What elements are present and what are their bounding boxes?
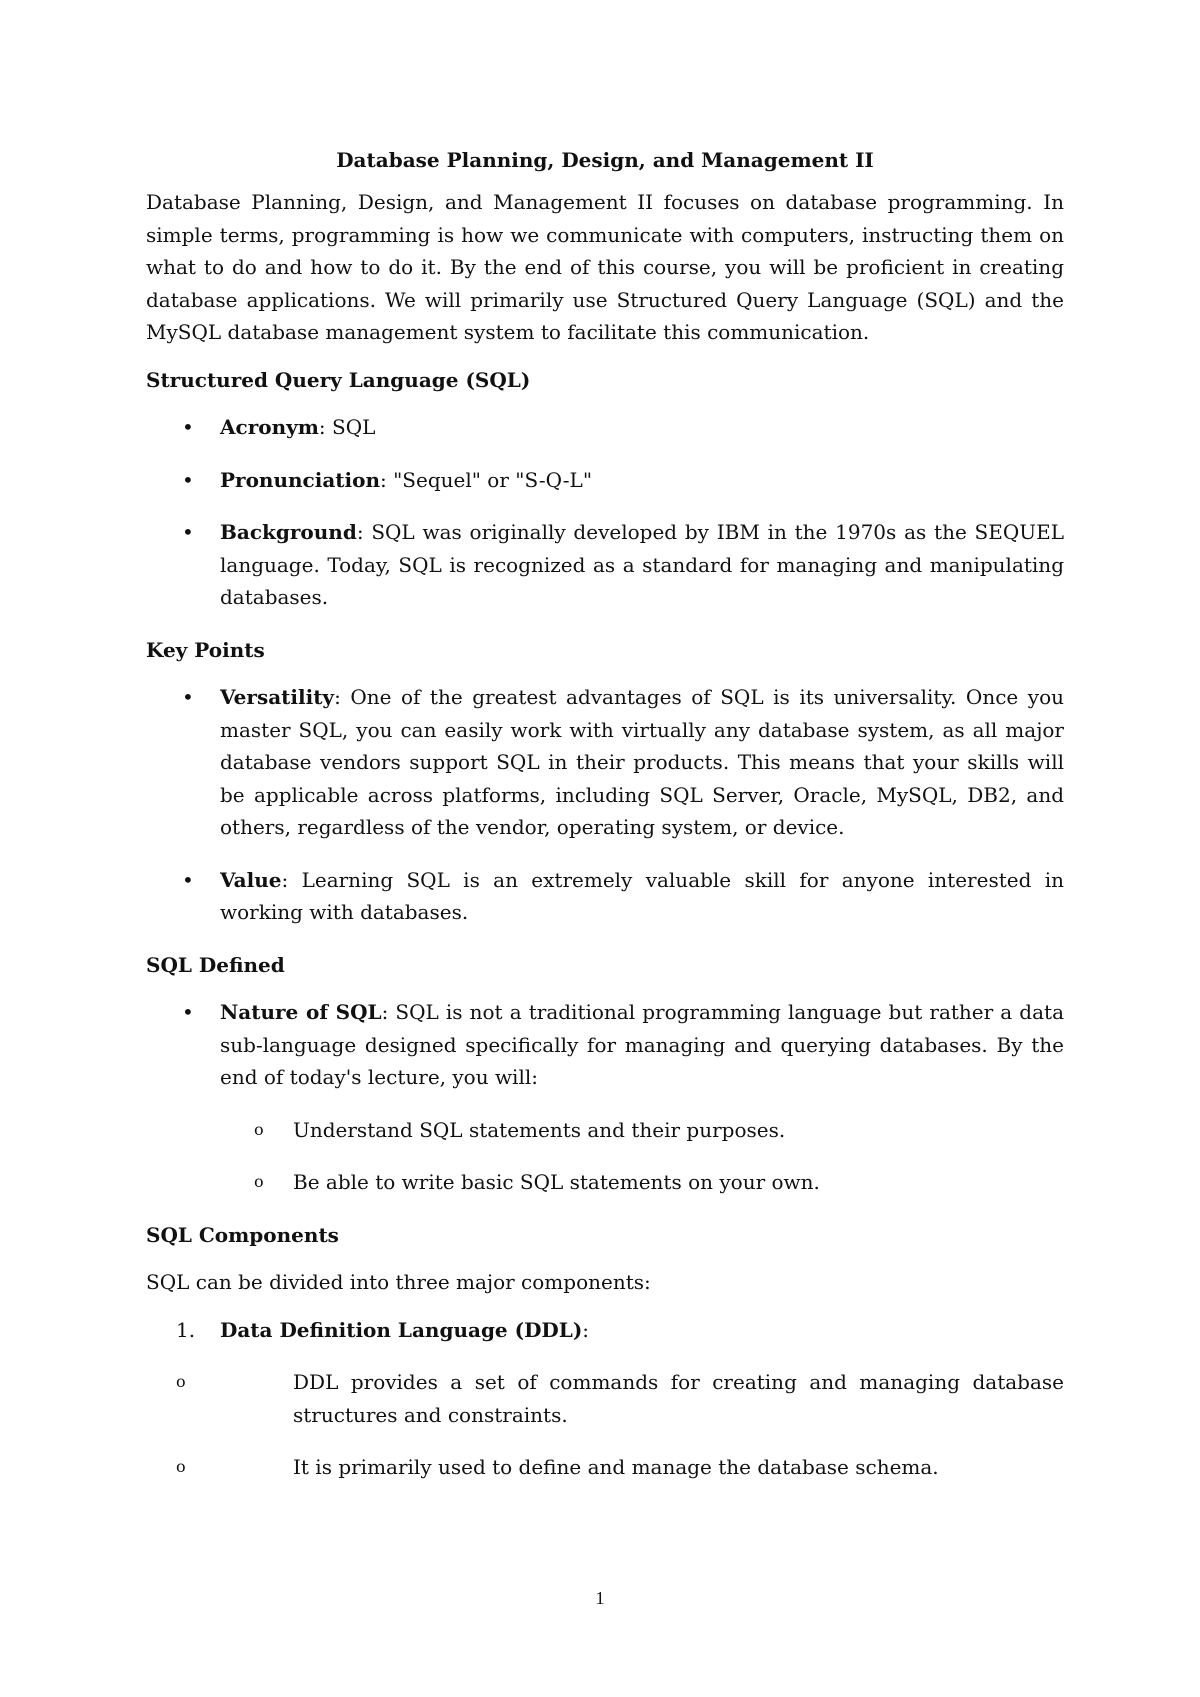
list-item-acronym [146,411,1064,444]
term-label: Versatility [220,685,335,709]
term-description: : SQL is not a traditional programming language but rather a data sub-language designed specifically for managing and querying databases. By the end of today's lecture, you will: [220,1000,1064,1089]
sub-list-item [146,1166,1064,1199]
sub-bullet-icon: o [254,1119,264,1139]
document-title: Database Planning, Design, and Management II [336,148,874,172]
sub-list-item [146,1366,1064,1431]
document-body [146,144,1064,1504]
term-label: Acronym [220,415,319,439]
term-label: Data Definition Language (DDL) [220,1317,583,1342]
bullet-icon: • [182,415,194,439]
sub-list [176,1366,1064,1484]
list-item-ddl [146,1314,1064,1484]
section-heading-sql-defined: SQL Defined [146,952,285,977]
list-item-value [146,864,1064,929]
term-label: Pronunciation [220,467,380,492]
page-number: 1 [595,1588,605,1608]
sub-bullet-icon: o [176,1457,186,1476]
sql-defined-list [146,996,1064,1199]
section-heading-sql-components: SQL Components [146,1222,339,1247]
section-heading-key-points: Key Points [146,637,265,662]
sub-item-text: Be able to write basic SQL statements on your own. [293,1170,820,1194]
list-item-versatility [146,681,1064,844]
term-description: : Learning SQL is an extremely valuable skill for anyone interested in working with databases. [220,867,1064,924]
bullet-icon: • [182,867,194,892]
bullet-icon: • [182,520,194,544]
term-label: Nature of SQL [220,1000,382,1024]
intro-paragraph: Database Planning, Design, and Management II focuses on database programming. In simple terms, programming is how we communicate with computers, instructing them on what to do and how to do it. By the end of this course, you will be proficient in creating database applications. We will primarily use Structured Query Language (SQL) and the MySQL database management system to facilitate this communication. [146,190,1064,344]
sub-item-text: It is primarily used to define and manage the database schema. [293,1455,939,1479]
bullet-icon: • [182,467,194,492]
bullet-icon: • [182,685,194,709]
sql-facts-list [146,411,1064,614]
sub-list [220,1114,1064,1199]
sub-item-text: Understand SQL statements and their purposes. [293,1117,786,1142]
sub-bullet-icon: o [176,1372,186,1391]
list-item-pronunciation [146,464,1064,497]
key-points-list [146,681,1064,929]
list-number: 1. [176,1317,196,1342]
components-intro: SQL can be divided into three major components: [146,1270,651,1294]
bullet-icon: • [182,1000,194,1024]
term-description: : SQL [318,415,376,439]
sub-item-text: DDL provides a set of commands for creating and managing database structures and constraints. [293,1370,1064,1427]
term-description: : [582,1317,590,1342]
term-label: Value [220,867,282,892]
term-description: : One of the greatest advantages of SQL is its universality. Once you master SQL, you can easily work with virtually any database system, as all major database vendors support SQL in their products. This means that your skills will be applicable across platforms, including SQL Server, Oracle, MySQL, DB2, and others, regardless of the vendor, operating system, or device. [220,685,1064,839]
components-list [146,1314,1064,1484]
section-heading-sql: Structured Query Language (SQL) [146,367,531,392]
sub-list-item [146,1114,1064,1147]
list-item-nature-of-sql [146,996,1064,1199]
sub-list-item [146,1451,1064,1484]
sub-bullet-icon: o [254,1172,264,1191]
list-item-background [146,516,1064,614]
term-description: : SQL was originally developed by IBM in the 1970s as the SEQUEL language. Today, SQL is recognized as a standard for managing and manipulating databases. [220,520,1064,609]
term-description: : "Sequel" or "S-Q-L" [380,467,593,492]
term-label: Background [220,520,357,544]
